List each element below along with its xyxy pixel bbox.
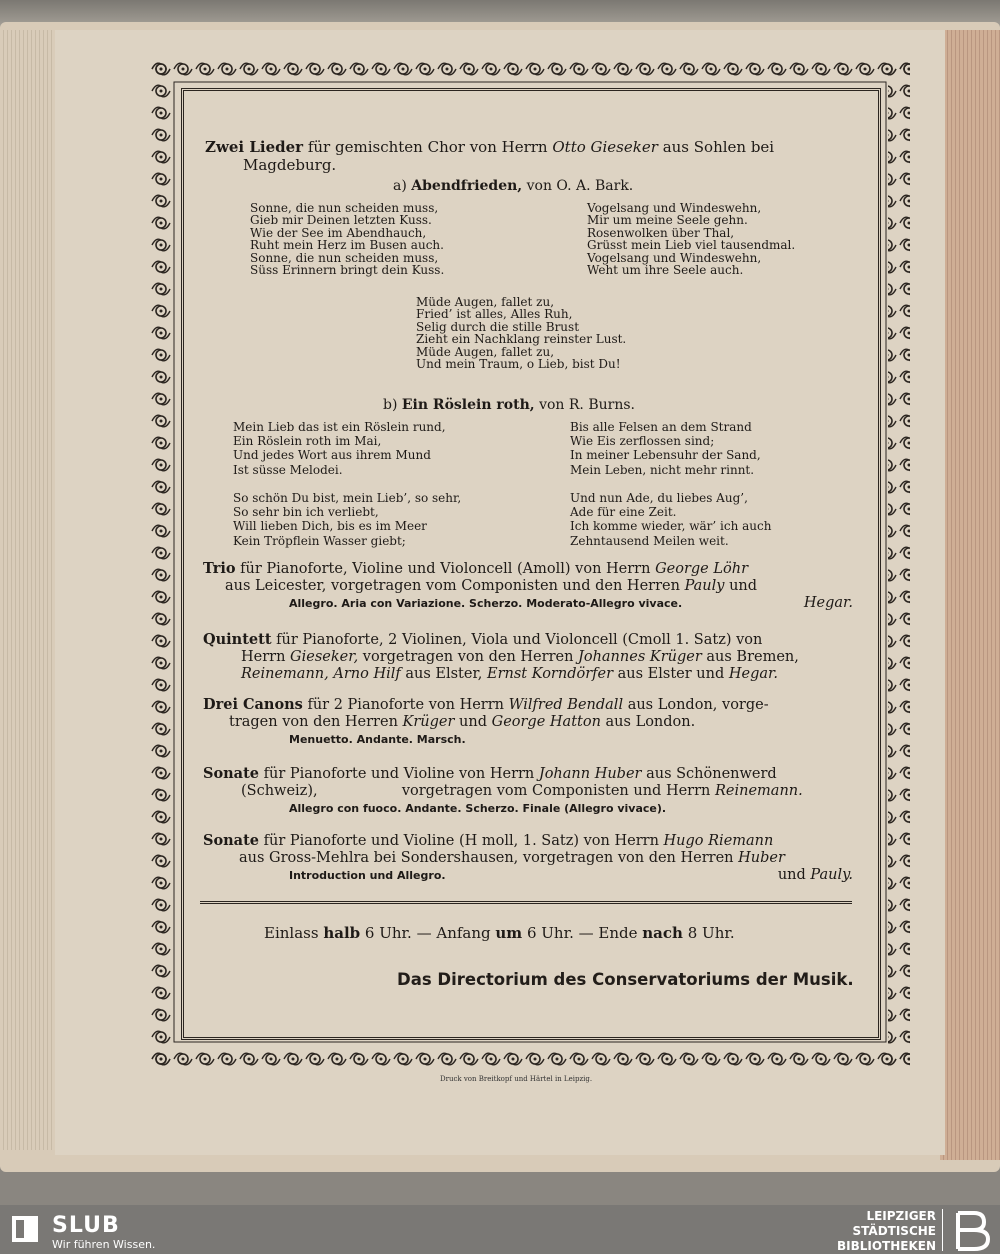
song-b-stanza-2: So schön Du bist, mein Lieb’, so sehr, So sehr bin ich verliebt, Will lieben Dich, bis es im Meer Kein Tröpflein Wasser giebt; bbox=[233, 491, 462, 548]
song-b-title: b) Ein Röslein roth, von R. Burns. bbox=[383, 397, 635, 413]
trio-movements: Allegro. Aria con Variazione. Scherzo. Moderato-Allegro vivace. bbox=[289, 597, 683, 610]
left-page-stack bbox=[0, 30, 60, 1150]
canons-movements: Menuetto. Andante. Marsch. bbox=[289, 733, 466, 746]
trio-entry: Trio für Pianoforte, Violine und Violoncell (Amoll) von Herrn George Löhr aus Leicester, vorgetragen vom Componisten und den Herren Pauly und Allegro. Aria con Variazione. Scherzo. Moderato-Allegro vivace. Hegar. bbox=[203, 560, 853, 611]
canons-heading: Drei Canons bbox=[203, 696, 303, 713]
song-b-stanza-3: Bis alle Felsen an dem Strand Wie Eis zerflossen sind; In meiner Lebensuhr der Sand, Mein Leben, nicht mehr rinnt. bbox=[570, 420, 761, 477]
sonate-riemann-heading: Sonate bbox=[203, 832, 260, 849]
song-a-center-stanza: Müde Augen, fallet zu, Fried’ ist alles, Alles Ruh, Selig durch die stille Brust Zieht ein Nachklang reinster Lust. Müde Augen, fallet zu, Und mein Traum, o Lieb, bist Du! bbox=[416, 295, 627, 372]
signature: Das Directorium des Conservatoriums der Musik. bbox=[397, 970, 854, 989]
trio-heading: Trio bbox=[203, 560, 236, 577]
quintett-entry: Quintett für Pianoforte, 2 Violinen, Viola und Violoncell (Cmoll 1. Satz) von Herrn Gieseker, vorgetragen von den Herren Johannes Krüger aus Bremen, Reinemann, Arno Hilf aus Elster, Ernst Korndörfer aus Elster und Hegar. bbox=[203, 631, 799, 682]
sonate-huber-movements: Allegro con fuoco. Andante. Scherzo. Finale (Allegro vivace). bbox=[289, 802, 667, 815]
right-page-stack bbox=[940, 30, 1000, 1160]
canons-entry: Drei Canons für 2 Pianoforte von Herrn Wilfred Bendall aus London, vorge- tragen von den Herren Krüger und George Hatton aus London. Menuetto. Andante. Marsch. bbox=[203, 696, 769, 746]
song-a-right-stanza: Vogelsang und Windeswehn, Mir um meine Seele gehn. Rosenwolken über Thal, Grüsst mein Lieb viel tausendmal. Vogelsang und Windeswehn, Weht um ihre Seele auch. bbox=[587, 201, 796, 278]
lieder-heading: Zwei Lieder bbox=[205, 138, 304, 156]
sonate-riemann-movements: Introduction und Allegro. bbox=[289, 869, 446, 882]
sonate-huber-heading: Sonate bbox=[203, 765, 260, 782]
slub-logo-text: SLUB bbox=[52, 1213, 120, 1238]
divider-rule bbox=[200, 901, 852, 904]
song-a-left-stanza: Sonne, die nun scheiden muss, Gieb mir Deinen letzten Kuss. Wie der See im Abendhauch, Ruht mein Herz im Busen auch. Sonne, die nun scheiden muss, Süss Erinnern bringt dein Kuss. bbox=[250, 201, 445, 278]
lieder-city: Magdeburg. bbox=[243, 156, 337, 174]
slub-tagline: Wir führen Wissen. bbox=[52, 1238, 156, 1251]
leipzig-library-logo-icon bbox=[950, 1209, 994, 1253]
leipzig-library-name: LEIPZIGER STÄDTISCHE BIBLIOTHEKEN bbox=[836, 1209, 936, 1253]
song-a-title: a) Abendfrieden, von O. A. Bark. bbox=[393, 178, 634, 194]
printer-imprint: Druck von Breitkopf und Härtel in Leipzig. bbox=[440, 1075, 593, 1083]
lieder-intro: Zwei Lieder für gemischten Chor von Herrn Otto Gieseker aus Sohlen bei bbox=[205, 138, 775, 156]
song-b-stanza-4: Und nun Ade, du liebes Aug’, Ade für eine Zeit. Ich komme wieder, wär’ ich auch Zehntausend Meilen weit. bbox=[570, 491, 772, 548]
song-b-stanza-1: Mein Lieb das ist ein Röslein rund, Ein Röslein roth im Mai, Und jedes Wort aus ihrem Mund Ist süsse Melodei. bbox=[233, 420, 446, 477]
slub-logo-icon bbox=[10, 1214, 40, 1244]
times-line: Einlass halb 6 Uhr. — Anfang um 6 Uhr. — Ende nach 8 Uhr. bbox=[264, 924, 735, 942]
footer-divider bbox=[942, 1209, 943, 1251]
library-footer bbox=[0, 1205, 1000, 1254]
sonate-huber-entry: Sonate für Pianoforte und Violine von Herrn Johann Huber aus Schönenwerd (Schweiz), vorgetragen vom Componisten und Herrn Reinemann. Allegro con fuoco. Andante. Scherzo. Finale (Allegro vivace). bbox=[203, 765, 803, 815]
quintett-heading: Quintett bbox=[203, 631, 272, 648]
sonate-riemann-entry: Sonate für Pianoforte und Violine (H moll, 1. Satz) von Herrn Hugo Riemann aus Gross-Mehlra bei Sondershausen, vorgetragen von den Herren Huber Introduction und Allegro. und Pauly. bbox=[203, 832, 853, 883]
